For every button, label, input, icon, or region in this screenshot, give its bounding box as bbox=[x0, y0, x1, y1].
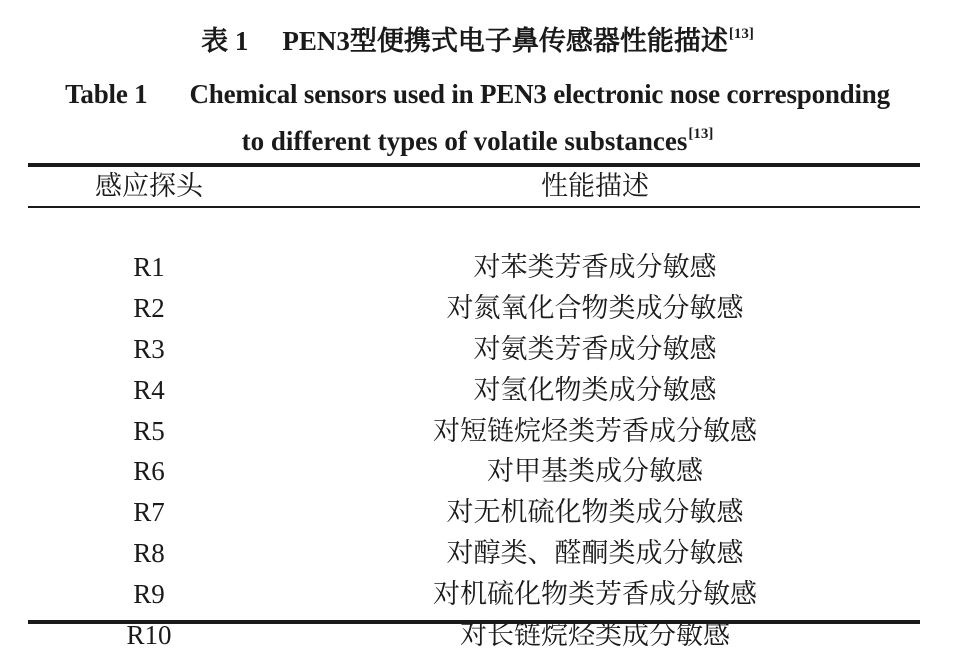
table-row bbox=[28, 288, 920, 329]
table-row bbox=[28, 247, 920, 288]
description-cell: 对无机硫化物类成分敏感 bbox=[446, 497, 744, 528]
description-cell: 对醇类、醛酮类成分敏感 bbox=[446, 538, 744, 569]
reference-marker[interactable]: [13] bbox=[728, 26, 754, 42]
table-row bbox=[28, 451, 920, 492]
sensor-cell: R9 bbox=[133, 579, 165, 610]
column-header-sensor: 感应探头 bbox=[95, 171, 203, 201]
sensor-cell: R1 bbox=[133, 251, 165, 282]
table-label-cn: 表 1 bbox=[201, 26, 249, 56]
table-caption-en-line1 bbox=[0, 74, 955, 114]
description-cell: 对甲基类成分敏感 bbox=[487, 456, 703, 487]
table-caption-en-line2 bbox=[0, 116, 955, 161]
table-row bbox=[28, 574, 920, 615]
table-header-row bbox=[28, 167, 920, 206]
table-row bbox=[28, 615, 920, 656]
sensor-cell: R8 bbox=[133, 538, 165, 569]
table-row bbox=[28, 411, 920, 452]
sensor-cell: R3 bbox=[133, 333, 165, 364]
table-row bbox=[28, 329, 920, 370]
table-title-cn: PEN3型便携式电子鼻传感器性能描述 bbox=[282, 26, 728, 56]
sensor-cell: R6 bbox=[133, 456, 165, 487]
table-row bbox=[28, 492, 920, 533]
table-row bbox=[28, 370, 920, 411]
description-cell: 对长链烷烃类成分敏感 bbox=[460, 620, 730, 651]
table-caption-cn bbox=[0, 16, 955, 61]
description-cell: 对机硫化物类芳香成分敏感 bbox=[433, 579, 757, 610]
reference-marker[interactable]: [13] bbox=[688, 126, 714, 142]
table-title-en-line2: to different types of volatile substances bbox=[241, 126, 688, 156]
column-header-description: 性能描述 bbox=[541, 171, 649, 201]
table-title-en-line1: Chemical sensors used in PEN3 electronic nose corresponding bbox=[189, 79, 890, 109]
description-cell: 对氮氧化合物类成分敏感 bbox=[446, 292, 744, 323]
description-cell: 对氨类芳香成分敏感 bbox=[473, 333, 717, 364]
description-cell: 对苯类芳香成分敏感 bbox=[473, 251, 717, 282]
sensor-cell: R2 bbox=[133, 292, 165, 323]
sensor-cell: R7 bbox=[133, 497, 165, 528]
sensor-cell: R5 bbox=[133, 415, 165, 446]
table-row bbox=[28, 533, 920, 574]
sensor-cell: R10 bbox=[126, 620, 172, 651]
table-label-en: Table 1 bbox=[65, 79, 148, 109]
sensor-table bbox=[28, 167, 920, 656]
description-cell: 对氢化物类成分敏感 bbox=[473, 374, 717, 405]
description-cell: 对短链烷烃类芳香成分敏感 bbox=[433, 415, 757, 446]
sensor-cell: R4 bbox=[133, 374, 165, 405]
